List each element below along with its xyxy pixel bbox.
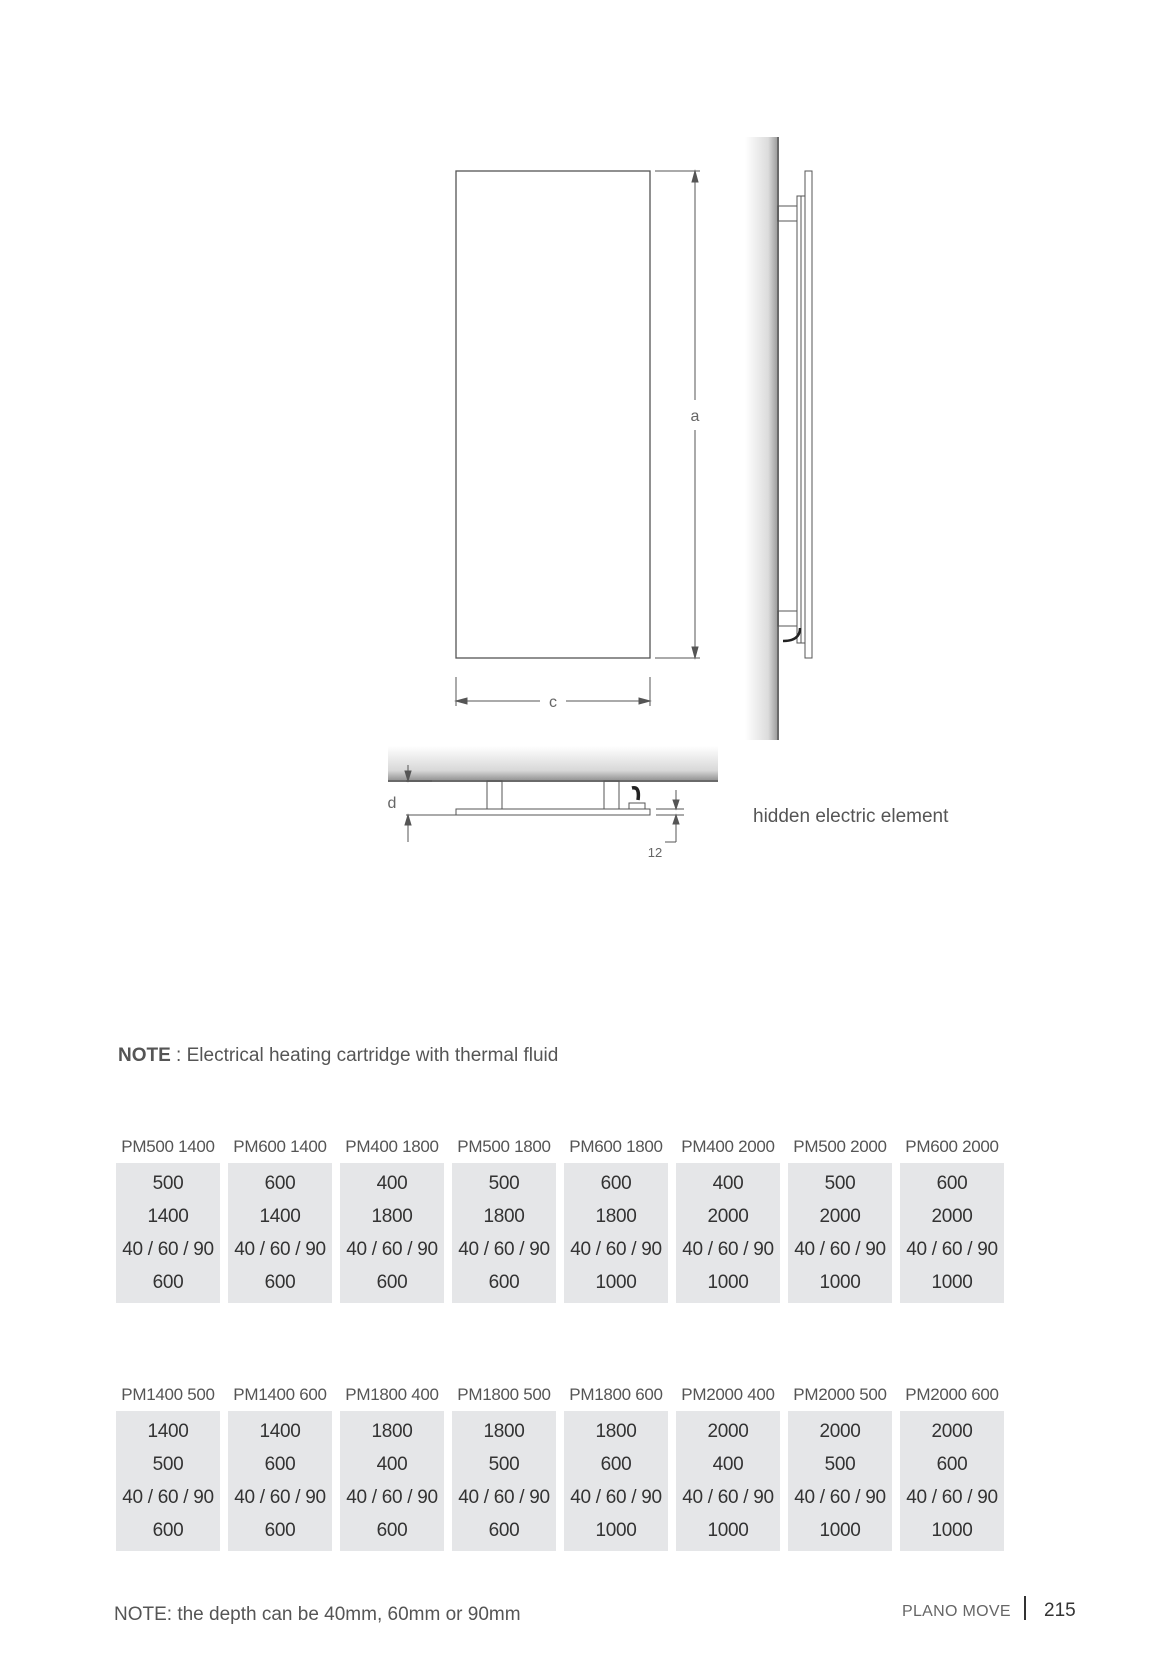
model-code: PM1800 400 (345, 1385, 439, 1404)
model-code: PM1400 500 (121, 1385, 215, 1404)
model-code: PM600 1800 (569, 1137, 663, 1156)
spec-value: 40 / 60 / 90 (906, 1239, 998, 1260)
footer-depth-note: NOTE: the depth can be 40mm, 60mm or 90mm (114, 1604, 521, 1625)
spec-value: 40 / 60 / 90 (458, 1239, 550, 1260)
spec-value: 40 / 60 / 90 (122, 1487, 214, 1508)
spec-value: 40 / 60 / 90 (346, 1239, 438, 1260)
spec-value: 40 / 60 / 90 (682, 1239, 774, 1260)
spec-column (452, 1379, 556, 1551)
model-code: PM500 2000 (793, 1137, 887, 1156)
page-number: 215 (1044, 1600, 1076, 1621)
spec-value: 500 (824, 1173, 856, 1194)
spec-value: 1000 (595, 1520, 637, 1541)
spec-values (340, 1163, 444, 1303)
spec-column (788, 1131, 892, 1303)
spec-value: 500 (152, 1454, 184, 1475)
spec-column (116, 1379, 220, 1551)
side-view-wall (745, 137, 778, 740)
front-view-panel (456, 171, 650, 658)
spec-column (564, 1131, 668, 1303)
spec-value: 1400 (147, 1421, 189, 1442)
label-c: c (549, 694, 557, 711)
model-code: PM400 2000 (681, 1137, 775, 1156)
spec-column (564, 1379, 668, 1551)
spec-value: 2000 (931, 1206, 973, 1227)
spec-values (116, 1411, 220, 1551)
note-heating-cartridge (118, 1045, 558, 1067)
spec-value: 1800 (371, 1421, 413, 1442)
spec-table-horizontal (116, 1379, 1004, 1551)
label-d: d (387, 795, 397, 812)
spec-values (452, 1411, 556, 1551)
spec-value: 1400 (259, 1206, 301, 1227)
spec-value: 2000 (707, 1421, 749, 1442)
plan-view-wall (388, 746, 718, 781)
spec-value: 600 (488, 1272, 520, 1293)
spec-column (116, 1131, 220, 1303)
spec-value: 40 / 60 / 90 (234, 1239, 326, 1260)
spec-value: 40 / 60 / 90 (906, 1487, 998, 1508)
spec-value: 40 / 60 / 90 (570, 1487, 662, 1508)
spec-value: 40 / 60 / 90 (234, 1487, 326, 1508)
label-a: a (690, 408, 700, 425)
spec-value: 500 (488, 1454, 520, 1475)
spec-value: 1000 (707, 1272, 749, 1293)
spec-value: 2000 (931, 1421, 973, 1442)
spec-column (452, 1131, 556, 1303)
spec-column (788, 1379, 892, 1551)
spec-values (228, 1163, 332, 1303)
spec-values (900, 1163, 1004, 1303)
spec-value: 600 (264, 1520, 296, 1541)
label-12: 12 (647, 845, 663, 860)
spec-value: 400 (712, 1454, 744, 1475)
spec-values (676, 1163, 780, 1303)
spec-value: 1000 (595, 1272, 637, 1293)
spec-value: 500 (824, 1454, 856, 1475)
model-code: PM2000 400 (681, 1385, 775, 1404)
model-code: PM400 1800 (345, 1137, 439, 1156)
spec-value: 1800 (595, 1421, 637, 1442)
spec-value: 600 (488, 1520, 520, 1541)
spec-value: 1800 (483, 1206, 525, 1227)
model-code: PM600 1400 (233, 1137, 327, 1156)
spec-value: 600 (600, 1173, 632, 1194)
spec-value: 600 (152, 1520, 184, 1541)
model-code: PM1800 600 (569, 1385, 663, 1404)
spec-value: 1000 (931, 1272, 973, 1293)
spec-column (340, 1131, 444, 1303)
spec-value: 600 (376, 1520, 408, 1541)
spec-value: 500 (152, 1173, 184, 1194)
spec-value: 1800 (371, 1206, 413, 1227)
footer-brand: PLANO MOVE (902, 1603, 1011, 1620)
spec-values (116, 1163, 220, 1303)
spec-value: 600 (264, 1173, 296, 1194)
spec-value: 600 (152, 1272, 184, 1293)
spec-value: 400 (376, 1454, 408, 1475)
spec-value: 600 (600, 1454, 632, 1475)
spec-column (676, 1379, 780, 1551)
spec-values (564, 1411, 668, 1551)
spec-values (676, 1411, 780, 1551)
spec-value: 1000 (819, 1520, 861, 1541)
note-label: NOTE (118, 1045, 171, 1066)
spec-column (228, 1379, 332, 1551)
spec-values (228, 1411, 332, 1551)
spec-value: 1000 (931, 1520, 973, 1541)
spec-value: 600 (936, 1454, 968, 1475)
footer-separator (1024, 1596, 1026, 1620)
spec-values (788, 1411, 892, 1551)
spec-value: 40 / 60 / 90 (122, 1239, 214, 1260)
spec-column (900, 1379, 1004, 1551)
spec-value: 40 / 60 / 90 (570, 1239, 662, 1260)
model-code: PM500 1400 (121, 1137, 215, 1156)
spec-value: 1800 (595, 1206, 637, 1227)
spec-values (452, 1163, 556, 1303)
spec-value: 1000 (819, 1272, 861, 1293)
spec-values (900, 1411, 1004, 1551)
spec-value: 1800 (483, 1421, 525, 1442)
spec-value: 1400 (147, 1206, 189, 1227)
model-code: PM2000 600 (905, 1385, 999, 1404)
model-code: PM1400 600 (233, 1385, 327, 1404)
model-code: PM1800 500 (457, 1385, 551, 1404)
spec-value: 600 (264, 1454, 296, 1475)
spec-column (676, 1131, 780, 1303)
spec-value: 40 / 60 / 90 (794, 1487, 886, 1508)
spec-value: 600 (264, 1272, 296, 1293)
spec-values (788, 1163, 892, 1303)
plan-view-radiator (456, 781, 650, 815)
note-text: : Electrical heating cartridge with thermal fluid (170, 1045, 559, 1066)
spec-column (340, 1379, 444, 1551)
spec-value: 400 (376, 1173, 408, 1194)
spec-value: 400 (712, 1173, 744, 1194)
dimension-12 (656, 790, 684, 842)
spec-column (900, 1131, 1004, 1303)
spec-value: 500 (488, 1173, 520, 1194)
spec-table-vertical (116, 1131, 1004, 1303)
side-view-radiator (778, 171, 812, 658)
spec-column (228, 1131, 332, 1303)
spec-value: 600 (376, 1272, 408, 1293)
spec-value: 600 (936, 1173, 968, 1194)
spec-value: 40 / 60 / 90 (346, 1487, 438, 1508)
spec-value: 1400 (259, 1421, 301, 1442)
model-code: PM500 1800 (457, 1137, 551, 1156)
spec-value: 40 / 60 / 90 (794, 1239, 886, 1260)
spec-values (564, 1163, 668, 1303)
callout-hidden-element: hidden electric element (753, 806, 949, 827)
model-code: PM2000 500 (793, 1385, 887, 1404)
spec-value: 2000 (707, 1206, 749, 1227)
spec-values (340, 1411, 444, 1551)
spec-value: 2000 (819, 1206, 861, 1227)
spec-value: 1000 (707, 1520, 749, 1541)
spec-value: 40 / 60 / 90 (458, 1487, 550, 1508)
model-code: PM600 2000 (905, 1137, 999, 1156)
spec-value: 40 / 60 / 90 (682, 1487, 774, 1508)
spec-value: 2000 (819, 1421, 861, 1442)
